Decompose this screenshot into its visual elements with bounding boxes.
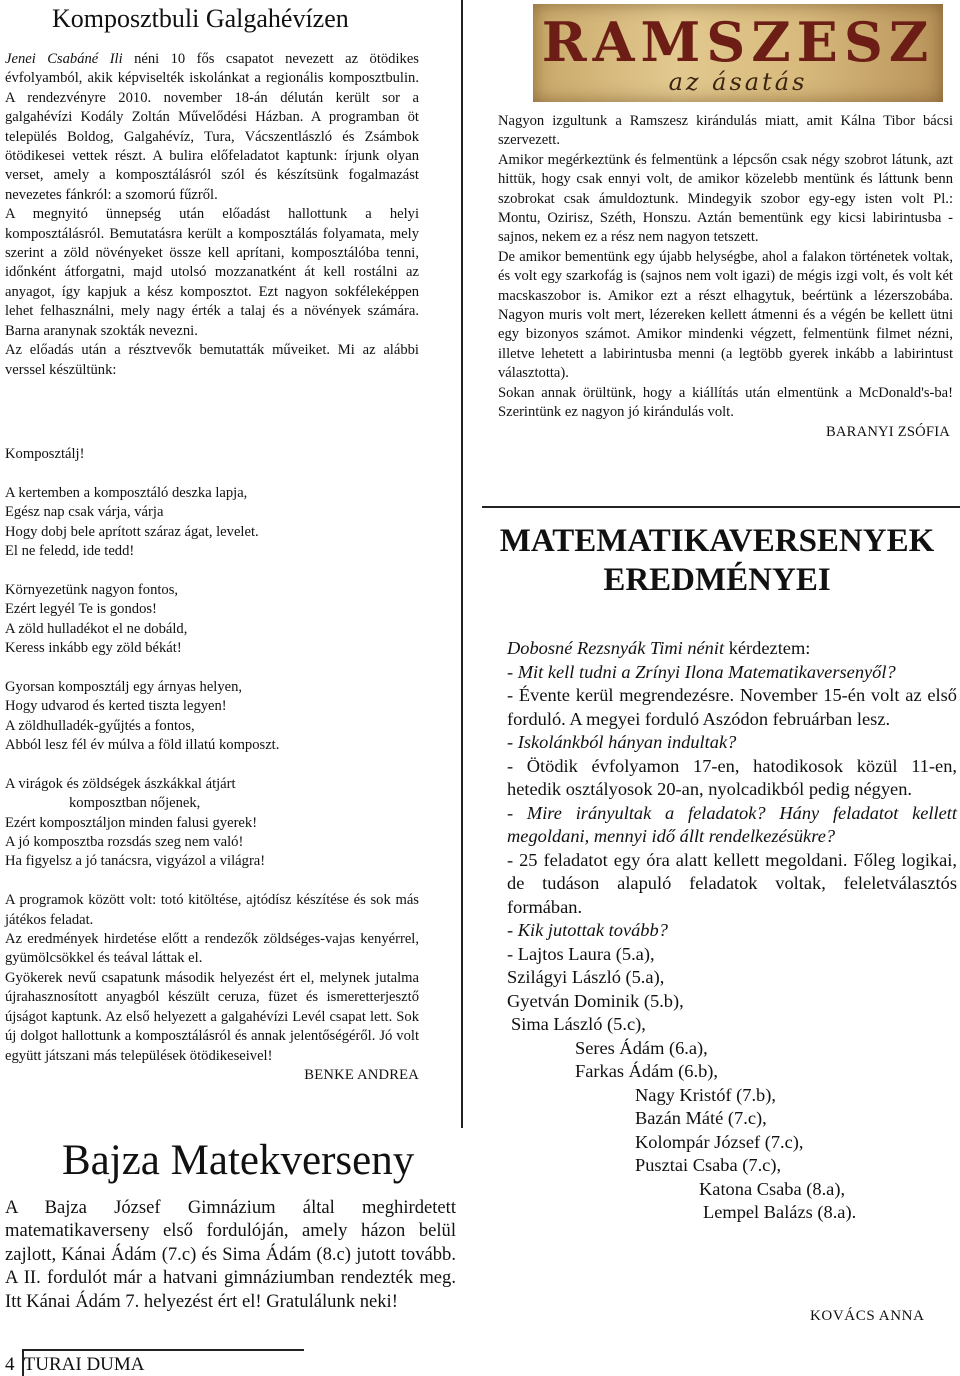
paragraph: A megnyitó ünnepség után előadást hallottunk a helyi komposztálásról. Bemutatásra került a komposztálás folyamata, mely szerint a zöld növényeket össze kell aprítani, komposztálóba tenni, időnként átforgatni, majd utolsó mozzanatként át kell rostálni az anyagot, így kapjuk a kész komposztot. Ezt nagyon sokféleképpen lehet felhasználni, mely nagy érték a talaj és a növények számára. Barna aranynak szokták nevezni. (5, 206, 419, 339)
winner-name: Kolompár József (7.c), (635, 1131, 804, 1152)
question: - Kik jutottak tovább? (507, 920, 668, 940)
paragraph: Sokan annak örültünk, hogy a kiállítás után elmentünk a McDonald's-ba! Szerintünk ez nagyon jó kirándulás volt. (498, 384, 953, 421)
article-body-ramszesz (498, 112, 953, 442)
winner-name: Katona Csaba (8.a), (699, 1178, 846, 1199)
answer: - Ötödik évfolyamon 17-en, hatodikosok közül 11-en, hetedik osztályosok 20-an, nyolcadikból pedig négyen. (507, 755, 957, 799)
winner-name: Szilágyi László (5.a), (507, 967, 665, 987)
poem-line: Ha figyelsz a jó tanácsra, vigyázol a világra! (5, 853, 266, 870)
winner-name: Nagy Kristóf (7.b), (635, 1084, 776, 1105)
title-line: EREDMÉNYEI (603, 562, 831, 598)
title-line: MATEMATIKAVERSENYEK (499, 523, 935, 559)
page-footer: 4 TURAI DUMA (5, 1354, 145, 1375)
poem-komposztalj (5, 445, 419, 1085)
column-divider (461, 0, 463, 1128)
poem-line: Hogy udvarod és kerted tiszta legyen! (5, 698, 227, 715)
ramszesz-logo (533, 4, 943, 102)
question: - Mire irányultak a feladatok? Hány feladatot kellett megoldani, mennyi idő állt rendelkezésükre? (507, 802, 957, 846)
paragraph: Az eredmények hirdetése előtt a rendezők zöldséges-vajas kenyérrel, gyümölcsökkel és teával láttak el. (5, 931, 419, 967)
poem-line: Ezért legyél Te is gondos! (5, 601, 157, 618)
article-body-matek (507, 637, 957, 1225)
poem-title: Komposztálj! (5, 446, 85, 462)
winner-name: Pusztai Csaba (7.c), (635, 1155, 782, 1175)
paragraph: Jenei Csabáné Ili néni 10 fős csapatot nevezett az ötödikes évfolyamból, akik képviselték iskolánkat a regionális komposztbulin. A rendezvényre 2010. november 18-án délután került sor a galgahévízi Kodály Zoltán Művelődési Házban. A programban öt település Boldog, Galgahévíz, Tura, Vácszentlászló és Zsámbok ötödikesei vettek részt. A bulira előfeladatot kaptunk: írjunk olyan verset, amely a komposztálásról szól és készítsünk fogalmazást nevezetes fánkról: a szomorú fűzről. (5, 51, 419, 203)
poem-line: A zöldhulladék-gyűjtés a fontos, (5, 717, 195, 734)
winner-name: Sima László (5.c), (511, 1014, 646, 1034)
question: - Iskolánkból hányan indultak? (507, 732, 737, 752)
logo-title: RAMSZESZ (541, 10, 935, 74)
article-title-komposztbuli: Komposztbuli Galgahévízen (52, 4, 349, 33)
answer: - Évente kerül megrendezésre. November 15-én volt az első forduló. A megyei forduló Aszódon februárban lesz. (507, 685, 957, 729)
winner-name: Farkas Ádám (6.b), (575, 1061, 719, 1081)
logo-subtitle: az ásatás (668, 68, 808, 96)
poem-line: A zöld hulladékot el ne dobáld, (5, 620, 188, 637)
bottom-rule (22, 1349, 304, 1351)
author-signature: KOVÁCS ANNA (810, 1308, 925, 1324)
poem-line: Környezetünk nagyon fontos, (5, 581, 179, 598)
poem-line: Egész nap csak várja, várja (5, 504, 164, 521)
poem-line: Abból lesz fél év múlva a föld illatú komposzt. (5, 737, 280, 754)
paragraph: De amikor bementünk egy újabb helységbe, ahol a falakon történetek voltak, és volt egy szarkofág is (sajnos nem volt igazi) de mégis izgi volt, és volt két macskaszobor is. Amikor ezt a részt elhagytuk, beértünk a lézerszobába. Nagyon muris volt mert, lézereken kellett átmenni és a végén be kellett ütni egy bizonyos számot. Amikor mindenki végzett, felmentünk filmet nézni, illetve lehetett a labirintusba menni (a legtöbb gyerek inkább a labirintust választotta). (498, 248, 953, 382)
question: - Mit kell tudni a Zrínyi Ilona Matematikaversenyől? (507, 661, 896, 682)
section-rule (482, 506, 960, 508)
paragraph: Nagyon izgultunk a Ramszesz kirándulás miatt, amit Kálna Tibor bácsi szervezett. (498, 113, 953, 149)
poem-line: El ne feledd, ide tedd! (5, 543, 135, 560)
article-title-bajza: Bajza Matekverseny (62, 1137, 415, 1184)
winners-list (507, 943, 957, 1225)
winner-name: Bazán Máté (7.c), (635, 1108, 767, 1128)
poem-line: Hogy dobj bele aprított száraz ágat, levelet. (5, 523, 259, 540)
article-title-matematikaversenyek (482, 522, 952, 600)
article-body-komposztbuli (5, 50, 419, 380)
author-signature: BARANYI ZSÓFIA (825, 423, 950, 440)
poem-line: Keress inkább egy zöld békát! (5, 640, 182, 657)
poem-line: A kertemben a komposztáló deszka lapja, (5, 484, 248, 501)
winner-name: Seres Ádám (6.a), (575, 1037, 708, 1058)
paragraph: Gyökerek nevű csapatunk második helyezést ért el, melynek jutalma újrahasznosított anyagból készült ceruza, füzet és ismeretterjesztő újságot kaptunk. Az első helyezett a galgahévízi Levél csapat lett. Sok új dolgot hallottunk a komposztálásról és annak jelentőségéről. Jó volt együtt játszani más települések ötödikeseivel! (5, 969, 419, 1064)
paragraph: Az előadás után a résztvevők bemutatták műveiket. Mi az alábbi verssel készültünk: (5, 342, 419, 378)
answer: - 25 feladatot egy óra alatt kellett megoldani. Főleg logikai, de tudáson alapuló feladatok voltak, feleletválasztós formában. (507, 849, 957, 917)
poem-line: Ezért komposztáljon minden falusi gyerek! (5, 814, 258, 831)
intro-name: Dobosné Rezsnyák Timi nénit (507, 638, 725, 658)
intro: Dobosné Rezsnyák Timi nénit kérdeztem: (507, 638, 811, 658)
poem-line: Gyorsan komposztálj egy árnyas helyen, (5, 678, 243, 695)
author-signature: BENKE ANDREA (304, 1066, 419, 1083)
intro-name: Jenei Csabáné Ili (5, 51, 123, 67)
paragraph: A programok között volt: totó kitöltése, ajtódísz készítése és sok más játékos feladat. (5, 892, 419, 928)
paragraph: Amikor megérkeztünk és felmentünk a lépcsőn csak négy szobrot látunk, azt hittük, hogy csak ennyi volt, de amikor közelebb mentünk és láttunk benn szobrokat csak ámuldoztunk. Mindegyik szobor egy-egy isten volt Pl.: Montu, Ozirisz, Széth, Honszu. Aztán bementünk egy kicsi labirintusba - sajnos, nekem ez a rész nem nagyon tetszett. (498, 151, 953, 246)
poem-line: A jó komposztba rozsdás szeg nem való! (5, 834, 244, 851)
article-body-bajza: A Bajza József Gimnázium által meghirdetett matematikaverseny első fordulóján, amely házon belül zajlott, Kánai Ádám (7.c) és Sima Ádám (8.c) jutott tovább. A II. fordulót már a hatvani gimnáziumban rendezték meg. Itt Kánai Ádám 7. helyezést ért el! Gratulálunk neki! (5, 1197, 456, 1312)
poem-line: komposztban nőjenek, (69, 795, 201, 812)
winner-name: - Lajtos Laura (5.a), (507, 943, 655, 964)
poem-line: A virágok és zöldségek ászkákkal átjárt (5, 775, 236, 792)
winner-name: Gyetván Dominik (5.b), (507, 990, 684, 1011)
winner-name: Lempel Balázs (8.a). (703, 1202, 857, 1222)
